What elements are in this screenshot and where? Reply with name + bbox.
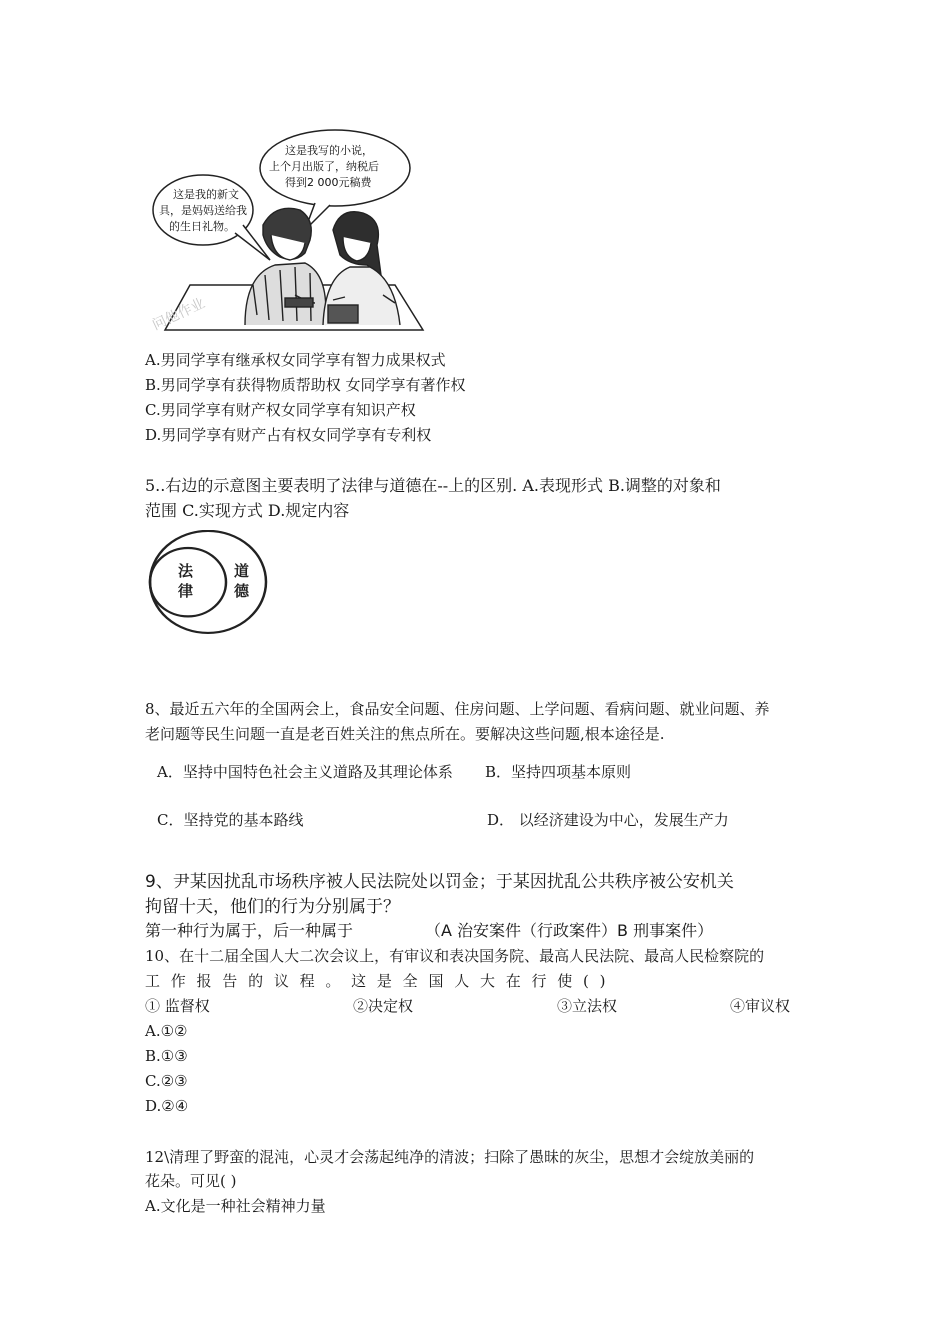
girl-bubble-line3: 得到2 000元稿费 (285, 176, 372, 189)
q8-line1: 8、最近五六年的全国两会上，食品安全问题、住房问题、上学问题、看病问题、就业问题、养 (145, 700, 770, 718)
boy-bubble-line1: 这是我的新文 (173, 188, 239, 201)
q4-option-d: D.男同学享有财产占有权女同学享有专利权 (145, 426, 432, 444)
boy-figure (245, 208, 326, 325)
q4-option-a: A.男同学享有继承权女同学享有智力成果权式 (145, 351, 446, 369)
q10-item-4: ④审议权 (730, 997, 791, 1015)
watermark: 问他作业 (149, 295, 208, 334)
q10-line1: 10、在十二届全国人大二次会议上，有审议和表决国务院、最高人民法院、最高人民检察院的 (145, 947, 765, 965)
q9-line3-a: 第一种行为属于，后一种属于 (145, 921, 354, 940)
q12-line1: 12\清理了野蛮的混沌，心灵才会荡起纯净的清波；扫除了愚昧的灰尘，思想才会绽放美丽的 (145, 1148, 755, 1166)
q10-option-d: D.②④ (145, 1097, 189, 1115)
q10-option-a: A.①② (145, 1022, 188, 1040)
q8-line2: 老问题等民生问题一直是老百姓关注的焦点所在。要解决这些问题,根本途径是. (145, 725, 665, 743)
q10-item-2: ②决定权 (353, 997, 414, 1015)
q10-line2: 工 作 报 告 的 议 程 。 这 是 全 国 人 大 在 行 使 ( ) (145, 972, 606, 990)
q9-line1: 9、尹某因扰乱市场秩序被人民法院处以罚金；于某因扰乱公共秩序被公安机关 (145, 872, 734, 892)
q8-option-a: A．坚持中国特色社会主义道路及其理论体系 (157, 763, 453, 781)
q9-line3-b: （A 治安案件（行政案件）B 刑事案件） (425, 921, 714, 940)
q8-option-c: C．坚持党的基本路线 (157, 811, 304, 829)
boy-bubble-line2: 具，是妈妈送给我 (159, 204, 247, 217)
q8-option-b: B．坚持四项基本原则 (485, 763, 632, 781)
girl-figure (323, 212, 400, 325)
q4-option-c: C.男同学享有财产权女同学享有知识产权 (145, 401, 416, 419)
boy-bubble-line3: 的生日礼物。 (169, 220, 235, 233)
q10-option-c: C.②③ (145, 1072, 188, 1090)
outer-label-2: 德 (234, 582, 250, 600)
q4-option-b: B.男同学享有获得物质帮助权 女同学享有著作权 (145, 376, 466, 394)
inner-label-1: 法 (178, 562, 194, 580)
q10-option-b: B.①③ (145, 1047, 188, 1065)
q10-item-3: ③立法权 (557, 997, 618, 1015)
q12-option-a: A.文化是一种社会精神力量 (145, 1197, 326, 1215)
girl-bubble-line2: 上个月出版了，纳税后 (269, 160, 379, 173)
q5-line1: 5..右边的示意图主要表明了法律与道德在--上的区别. A.表现形式 B.调整的对象和 (145, 476, 721, 495)
law-morality-diagram (146, 530, 271, 635)
outer-label-1: 道 (234, 562, 250, 580)
q8-option-d: D． 以经济建设为中心，发展生产力 (487, 811, 729, 829)
q12-line2: 花朵。可见( ) (145, 1172, 237, 1190)
q5-line2: 范围 C.实现方式 D.规定内容 (145, 501, 350, 520)
cartoon-illustration (145, 125, 430, 337)
q10-item-1: ① 监督权 (145, 997, 210, 1015)
girl-bubble-line1: 这是我写的小说， (285, 144, 373, 157)
inner-label-2: 律 (178, 582, 194, 600)
q9-line2: 拘留十天，他们的行为分别属于？ (145, 897, 400, 917)
